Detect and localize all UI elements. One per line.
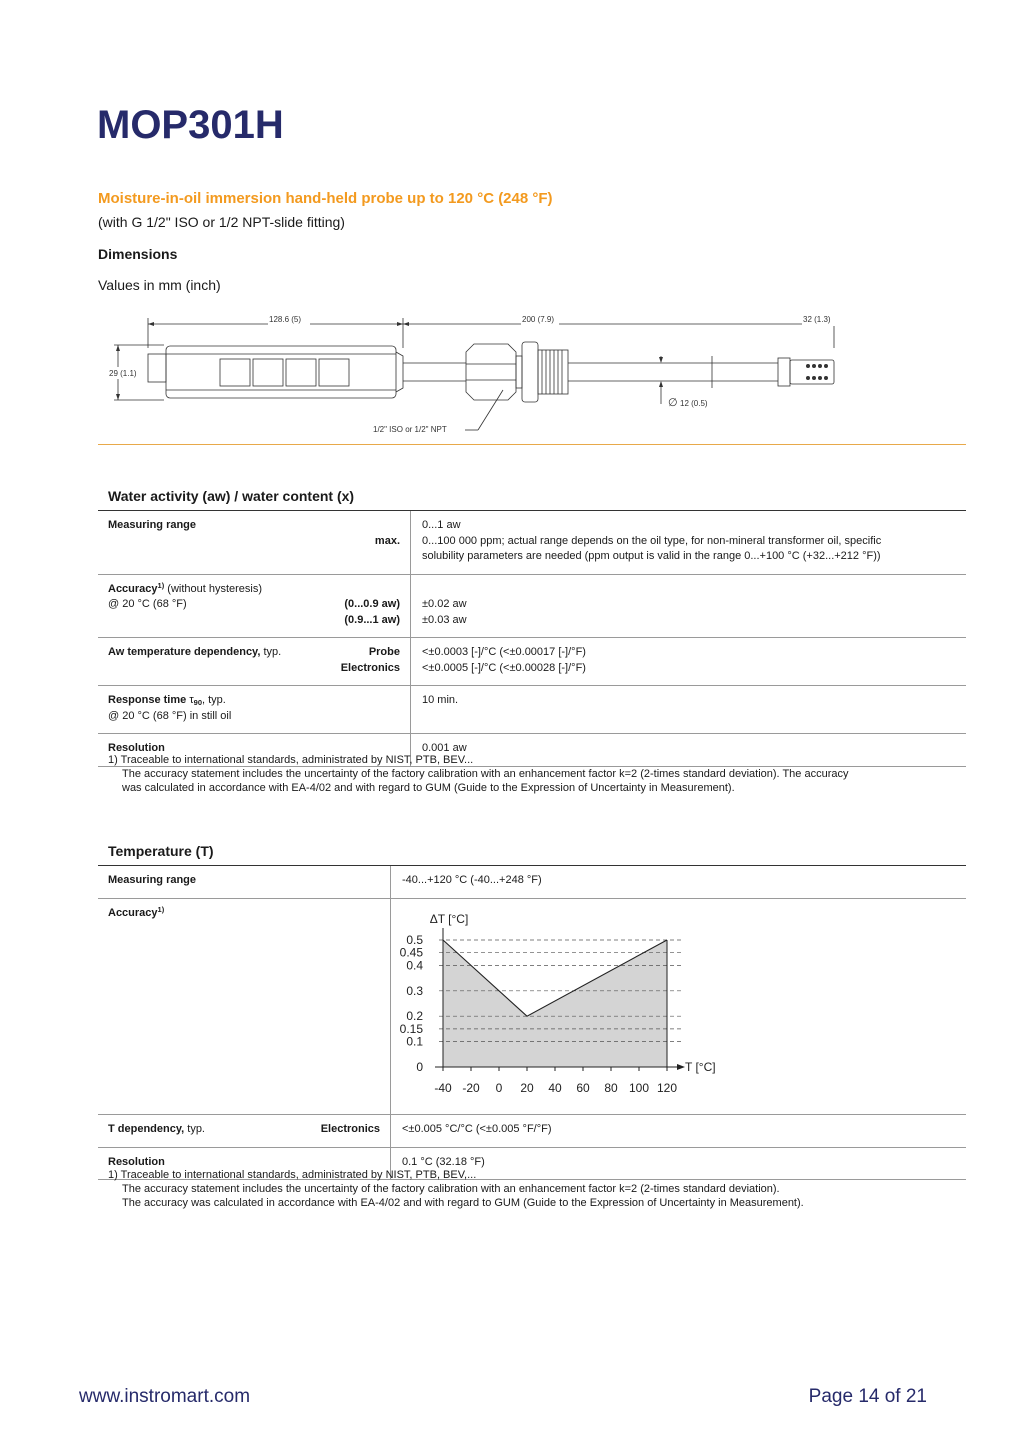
x-axis-label: T [°C]: [685, 1059, 716, 1074]
table-row: [98, 511, 966, 574]
t-accuracy-label: Accuracy: [108, 906, 158, 919]
dim-diameter-label: 12 (0.5): [680, 399, 708, 408]
max-label: max.: [374, 534, 400, 547]
accuracy-range-2: (0.9...1 aw): [344, 613, 400, 626]
accuracy-value-2: ±0.03 aw: [422, 613, 467, 626]
accuracy-chart: [391, 899, 966, 1109]
footnote-line: The accuracy statement includes the uncertainty of the factory calibration with an enhancement factor k=2 (2-times standard deviation).: [122, 1183, 780, 1195]
t-resolution-label: Resolution: [108, 1155, 165, 1168]
product-subtitle: Moisture-in-oil immersion hand-held probe up to 120 °C (248 °F): [98, 190, 553, 207]
y-tick-label: 0.5: [406, 932, 423, 947]
footnote-line: 1) Traceable to international standards, administrated by NIST, PTB, BEV...: [108, 754, 474, 766]
resolution-label: Resolution: [108, 742, 165, 754]
x-axis-arrow-icon: [677, 1064, 685, 1070]
diameter-icon: ∅: [668, 397, 678, 409]
measuring-range-max-value: 0...100 000 ppm; actual range depends on the oil type, for non-mineral transformer oil, specific: [422, 534, 882, 547]
table-row: [98, 898, 966, 1115]
y-tick-label: 0.45: [399, 945, 423, 960]
fitting-note: (with G 1/2" ISO or 1/2 NPT-slide fitting): [98, 214, 345, 230]
measuring-range-max-value-2: solubility parameters are needed (ppm output is valid in the range 0...+100 °C (+32...+212 °F)): [422, 550, 881, 562]
y-tick-label: 0.2: [406, 1008, 423, 1023]
water-footnote: [108, 753, 848, 795]
y-tick-label: 0.1: [406, 1034, 423, 1049]
y-tick-label: 0.15: [399, 1021, 423, 1036]
tau-symbol: τ: [189, 694, 194, 706]
dim-handle-label: 128.6 (5): [269, 315, 302, 324]
page-number: Page 14 of 21: [808, 1386, 927, 1407]
table-row: [98, 638, 966, 686]
probe-label: Probe: [368, 646, 400, 658]
footnote-line: The accuracy statement includes the uncertainty of the factory calibration with an enhancement factor k=2 (2-times standard deviation). The accuracy: [122, 768, 849, 780]
accuracy-label: Accuracy: [108, 582, 158, 595]
x-tick-label: 80: [604, 1080, 618, 1095]
dim-shaft-label: 200 (7.9): [522, 315, 555, 324]
water-section-title: Water activity (aw) / water content (x): [108, 488, 355, 504]
table-row: [98, 686, 966, 734]
accuracy-condition: @ 20 °C (68 °F): [108, 598, 187, 610]
electronics-value: <±0.0005 [-]/°C (<±0.00028 [-]/°F): [422, 661, 586, 674]
x-tick-label: 0: [495, 1080, 503, 1095]
aw-temp-dependency-label: Aw temperature dependency,: [108, 646, 261, 658]
probe-value: <±0.0003 [-]/°C (<±0.00017 [-]/°F): [422, 646, 586, 658]
temperature-section-title: Temperature (T): [108, 843, 214, 859]
accuracy-value-1: ±0.02 aw: [422, 598, 467, 610]
t-dependency-label: T dependency,: [108, 1123, 185, 1135]
drawing-divider: [98, 444, 966, 445]
water-spec-table: [98, 511, 966, 767]
temperature-spec-table: [98, 866, 966, 1180]
temperature-footnote: [108, 1168, 804, 1210]
dim-tip-label: 32 (1.3): [803, 315, 831, 324]
x-tick-label: 100: [628, 1080, 650, 1095]
t-typ-label: typ.: [184, 1123, 205, 1135]
footnote-line: was calculated in accordance with EA-4/02 and with regard to GUM (Guide to the Expression of Uncertainty in Measurement).: [122, 782, 735, 794]
accuracy-range-1: (0...0.9 aw): [344, 598, 400, 610]
typ-label: typ.: [260, 646, 282, 658]
t-resolution-value: 0.1 °C (32.18 °F): [402, 1155, 485, 1168]
footnote-ref: 1): [157, 904, 165, 914]
table-row: [98, 1115, 966, 1148]
response-time-label: Response time: [108, 694, 190, 706]
tau-subscript: 90: [193, 698, 203, 707]
y-tick-label: 0.3: [406, 983, 423, 998]
dim-height-label: 29 (1.1): [109, 369, 137, 378]
measuring-range-label: Measuring range: [108, 519, 197, 531]
electronics-label: Electronics: [340, 661, 400, 674]
t-electronics-label: Electronics: [320, 1123, 380, 1135]
resolution-value: 0.001 aw: [422, 742, 467, 754]
x-tick-label: 120: [656, 1080, 678, 1095]
response-typ: , typ.: [202, 694, 226, 706]
y-axis-label: ΔT [°C]: [429, 911, 469, 926]
y-tick-label: 0.4: [406, 957, 423, 972]
probe-dimension-drawing: [98, 308, 966, 448]
x-tick-label: 40: [548, 1080, 562, 1095]
response-time-value: 10 min.: [422, 694, 459, 706]
footnote-line: The accuracy was calculated in accordance with EA-4/02 and with regard to GUM (Guide to the Expression of Uncertainty in Measurement).: [122, 1197, 804, 1209]
table-row: [98, 574, 966, 638]
t-measuring-range-label: Measuring range: [108, 874, 197, 886]
x-tick-label: -20: [462, 1080, 480, 1095]
response-condition: @ 20 °C (68 °F) in still oil: [108, 709, 232, 722]
x-tick-label: -40: [434, 1080, 452, 1095]
accuracy-area: [443, 940, 667, 1067]
x-tick-label: 60: [576, 1080, 590, 1095]
footer-url-link[interactable]: www.instromart.com: [79, 1386, 251, 1407]
dimensions-units: Values in mm (inch): [98, 277, 221, 293]
accuracy-note: (without hysteresis): [164, 582, 263, 595]
dimensions-heading: Dimensions: [98, 246, 178, 262]
footnote-ref: 1): [157, 580, 165, 590]
t-dependency-value: <±0.005 °C/°C (<±0.005 °F/°F): [402, 1123, 552, 1135]
table-row: [98, 866, 966, 898]
page-title: MOP301H: [97, 103, 284, 147]
y-tick-label: 0: [416, 1059, 423, 1074]
measuring-range-value: 0...1 aw: [422, 519, 461, 531]
fitting-label: 1/2" ISO or 1/2" NPT: [373, 425, 447, 434]
x-tick-label: 20: [520, 1080, 534, 1095]
t-measuring-range-value: -40...+120 °C (-40...+248 °F): [402, 874, 542, 886]
footnote-line: 1) Traceable to international standards, administrated by NIST, PTB, BEV,...: [108, 1169, 477, 1181]
